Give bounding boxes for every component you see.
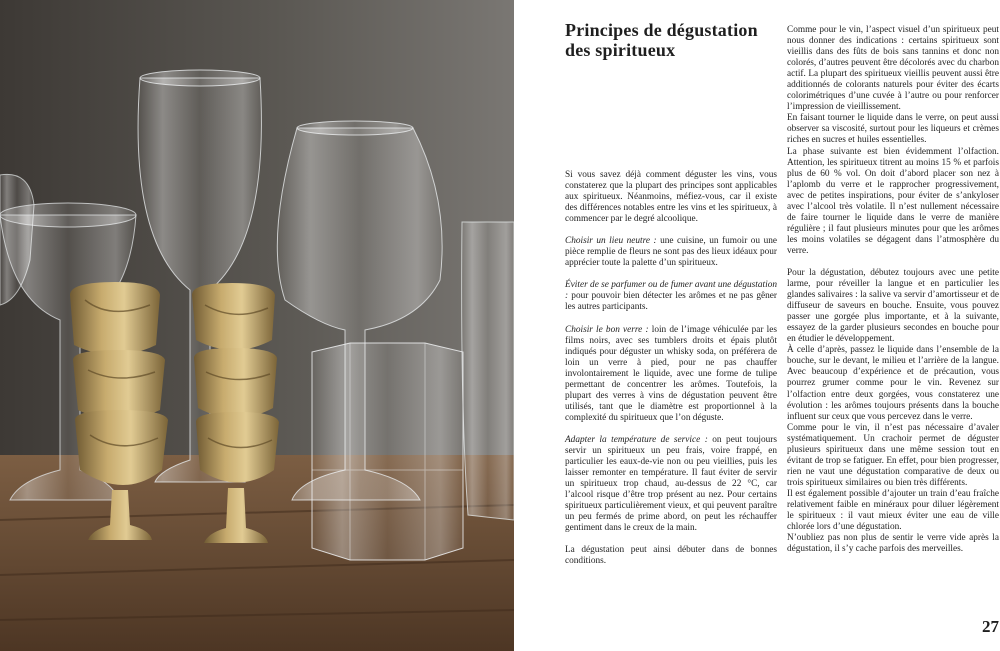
body-paragraph: N’oubliez pas non plus de sentir le verre vide après la dégustation, il s’y cache parfois des merveilles. [787, 533, 999, 555]
body-paragraph: La phase suivante est bien évidemment l’olfaction. Attention, les spiritueux titrent au moins 15 % et parfois plus de 60 % vol. On doit d’abord placer son nez à l’aplomb du verre et le rapprocher progressivement, avec de petites inspirations, pour éviter de s’ankyloser avec l’alcool très volatile. Il n’est nullement nécessaire de faire tourner le liquide dans le verre de manière régulière ; il faut plusieurs minutes pour que les arômes les moins volatiles se dégagent dans l’atmosphère du verre. [787, 146, 999, 256]
tip-text: loin de l’image véhiculée par les films noirs, avec ses tumblers droits et épais plutôt indiqués pour déguster un whisky soda, on préférera de loin un verre à pied, pour ne pas chauffer involontairement le liquide, avec une forme de tulipe permettant de concentrer les arômes. Toutefois, la plupart des verres à vins de dégustation peuvent être utilisés, tant que le diamètre est proportionnel à la complexité du spiritueux que l’on déguste. [565, 324, 777, 423]
tip-text: une cuisine, un fumoir ou une pièce remplie de fleurs ne sont pas des lieux idéaux pour apprécier toute la palette d’un spiritueux. [565, 236, 777, 269]
text-column-right [787, 25, 999, 555]
octagonal-tumbler [312, 343, 463, 560]
body-paragraph: Il est également possible d’ajouter un train d’eau fraîche relativement faible en minéraux pour diluer légèrement le spiritueux : il vaut mieux éviter une eau de ville chlorée lors d’une dégustation. [787, 488, 999, 533]
body-paragraph: En faisant tourner le liquide dans le verre, on peut aussi observer sa viscosité, surtout pour les liqueurs et crèmes riches en sucres et huiles essentielles. [787, 113, 999, 146]
tip-paragraph [565, 280, 777, 313]
text-column-left [565, 170, 777, 578]
tip-paragraph [565, 325, 777, 424]
closing-paragraph: La dégustation peut ainsi débuter dans de bonnes conditions. [565, 545, 777, 567]
tip-lead: Choisir le bon verre : [565, 324, 649, 335]
intro-paragraph: Si vous savez déjà comment déguster les vins, vous constaterez que la plupart des principes sont applicables aux spiritueux. Néanmoins, méfiez-vous, car il existe des différences notables entre les vins et les spiritueux, à commencer par le degré alcoolique. [565, 170, 777, 225]
body-paragraph: Comme pour le vin, il n’est pas nécessaire d’avaler systématiquement. Un crachoir permet de déguster plusieurs spiritueux dans une même session tout en évitant de trop se fatiguer. En effet, pour bien progresser, rien ne vaut une dégustation comparative de deux ou trois spiritueux similaires ou bien très différents. [787, 422, 999, 488]
glass-right-edge [462, 222, 514, 520]
tip-paragraph [565, 435, 777, 534]
body-paragraph: Comme pour le vin, l’aspect visuel d’un spiritueux peut nous donner des indications : certains spiritueux sont vieillis dans des fûts de bois sans tannins et donc non colorés, d’autres peuvent être décolorés avec du charbon actif. La plupart des spiritueux vieillis peuvent aussi être additionnés de colorants naturels pour éviter des écarts colorimétriques d’une cuvée à l’autre ou pour renforcer l’impression de vieillissement. [787, 25, 999, 113]
tip-text: pour pouvoir bien détecter les arômes et ne pas gêner les autres participants. [565, 291, 777, 313]
tip-text: on peut toujours servir un spiritueux un peu frais, voire frappé, en particulier les eaux-de-vie non ou peu vieillies, puis les laisser remonter en température. Il faut éviter de servir un spiritueux trop chaud, au-dessus de 22 °C, car l’alcool risque d’être trop présent au nez. Pour certains spiritueux particulièrement vieux, et qui peuvent paraître un peu fermés de prime abord, on peut les réchauffer gentiment dans le creux de la main. [565, 434, 777, 534]
page-title: Principes de dégustation des spiritueux [565, 20, 758, 60]
tip-lead: Éviter de se parfumer ou de fumer avant une dégustation : [565, 280, 777, 302]
tip-lead: Choisir un lieu neutre : [565, 236, 657, 247]
page-number: 27 [982, 617, 999, 636]
body-paragraph: À celle d’après, passez le liquide dans l’ensemble de la bouche, sur le devant, le milieu et l’arrière de la langue. Avec beaucoup d’expérience et de précaution, vous pourrez grumer comme pour le vin. Revenez sur l’olfaction entre deux gorgées, vous constaterez une évolution : les arômes toujours présents dans la bouche influent sur ceux que vous percevez dans le verre. [787, 345, 999, 422]
tip-paragraph [565, 236, 777, 269]
body-paragraph: Pour la dégustation, débutez toujours avec une petite larme, pour réveiller la langue et en particulier les glandes salivaires : la salive va servir d’amortisseur et de diffuseur de saveurs en bouche. Ensuite, vous pouvez passer une gorgée plus importante, et à la suivante, essayez de la garder plusieurs secondes en bouche pour en étudier le développement. [787, 267, 999, 345]
tip-lead: Adapter la température de service : [565, 434, 708, 445]
